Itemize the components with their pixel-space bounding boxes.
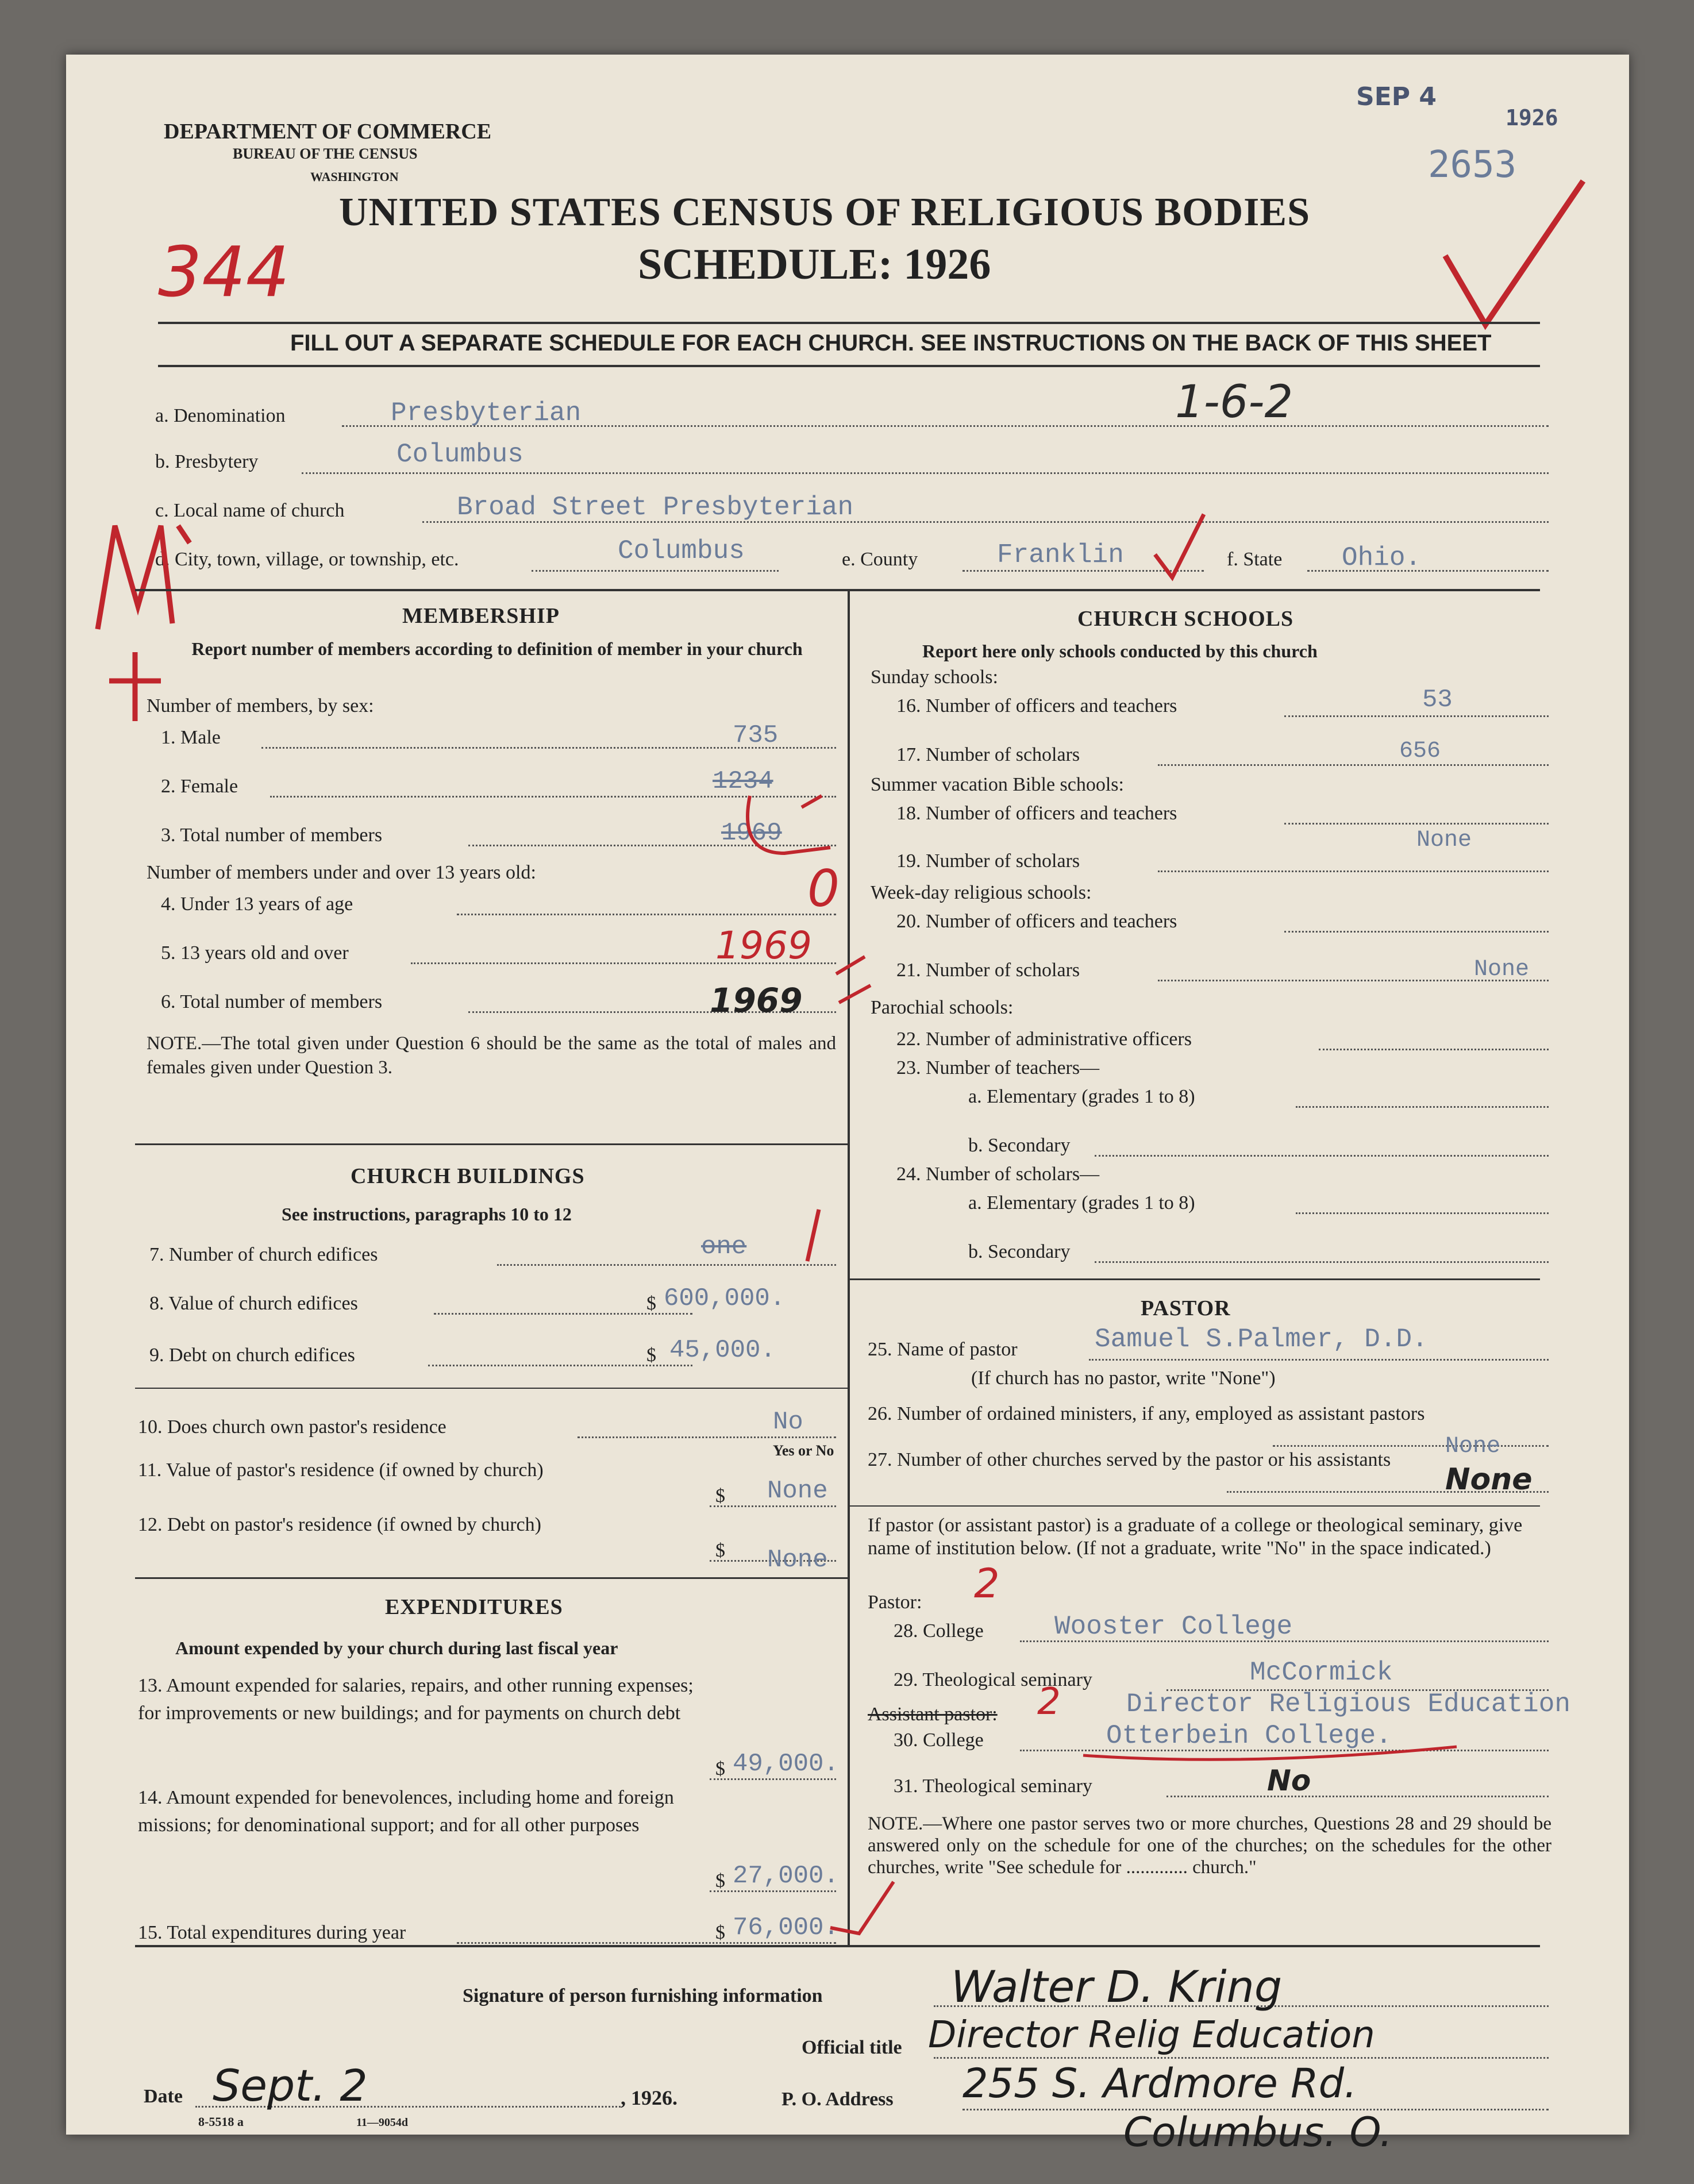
red-checkmark-icon [1434, 170, 1606, 342]
red-mark-2-assistant: 2 [1037, 1681, 1061, 1723]
date-value: Sept. 2 [213, 2060, 368, 2111]
q2-label: 2. Female [161, 776, 238, 797]
q25-value: Samuel S.Palmer, D.D. [1095, 1324, 1428, 1354]
q19-line [1158, 870, 1549, 872]
q13-label: 13. Amount expended for salaries, repairs, and other running expenses; for improvements or new buildings; and for payments on church debt [138, 1675, 694, 1724]
q23b-line [1095, 1155, 1549, 1157]
q2-value: 1234 [713, 767, 773, 796]
q7-value: one [701, 1232, 747, 1261]
q7-label: 7. Number of church edifices [149, 1244, 378, 1265]
q7-line [497, 1264, 836, 1266]
vacation-label: Summer vacation Bible schools: [871, 774, 1124, 795]
q5-label: 5. 13 years old and over [161, 942, 349, 964]
po-address-value: 255 S. Ardmore Rd. [962, 2060, 1357, 2107]
pastor-sublabel: Pastor: [868, 1592, 922, 1613]
q23a-label: a. Elementary (grades 1 to 8) [968, 1086, 1195, 1107]
census-form-sheet [66, 55, 1629, 2156]
q27-value: None [1445, 1462, 1533, 1497]
q12-label: 12. Debt on pastor's residence (if owned by church) [138, 1514, 541, 1535]
q11-label: 11. Value of pastor's residence (if owned by church) [138, 1459, 544, 1481]
county-value: Franklin [997, 540, 1124, 570]
age-label: Number of members under and over 13 years old: [147, 862, 536, 883]
header-rule-top [158, 322, 1540, 324]
q24a-label: a. Elementary (grades 1 to 8) [968, 1192, 1195, 1214]
membership-note: NOTE.—The total given under Question 6 should be the same as the total of males and females given under Question 3. [147, 1033, 836, 1078]
official-title-line [934, 2057, 1549, 2059]
q23b-label: b. Secondary [968, 1135, 1071, 1156]
q5-value: 1969 [715, 923, 812, 968]
date-year: , 1926. [621, 2086, 677, 2109]
q14-line [710, 1890, 836, 1892]
q26-line [1273, 1445, 1549, 1447]
q24b-line [1095, 1261, 1549, 1263]
pastor-heading: PASTOR [1141, 1296, 1231, 1320]
local-name-label: c. Local name of church [155, 500, 345, 521]
graduate-note: If pastor (or assistant pastor) is a graduate of a college or theological seminary, give name of institution below. (If not a graduate, write "No" in the space indicated.) [868, 1515, 1523, 1559]
q6-label: 6. Total number of members [161, 991, 383, 1012]
q3-label: 3. Total number of members [161, 825, 383, 846]
q29-value: McCormick [1250, 1658, 1393, 1688]
q30-value: Otterbein College. [1106, 1721, 1392, 1751]
q14-value: 27,000. [733, 1862, 839, 1890]
q26-value: None [1445, 1434, 1501, 1459]
official-title-value: Director Relig Education [928, 2014, 1375, 2056]
state-value: Ohio. [1342, 543, 1422, 573]
membership-rule [135, 1143, 848, 1145]
q29-label: 29. Theological seminary [894, 1669, 1092, 1690]
bureau-name: BUREAU OF THE CENSUS [233, 145, 418, 162]
buildings-sub: See instructions, paragraphs 10 to 12 [282, 1204, 572, 1224]
q27-label: 27. Number of other churches served by the pastor or his assistants [868, 1449, 1391, 1470]
q14-label: 14. Amount expended for benevolences, including home and foreign missions; for denominational support; and for all other purposes [138, 1787, 674, 1836]
red-mark-q7-icon [790, 1204, 836, 1267]
expenditures-sub: Amount expended by your church during last fiscal year [175, 1638, 618, 1658]
q25-note: (If church has no pastor, write "None") [971, 1368, 1276, 1389]
section-rule [135, 589, 1540, 591]
red-bracket-q3-icon [687, 784, 836, 865]
schedule-number-stamp: 2653 [1428, 144, 1517, 186]
q24a-line [1296, 1212, 1549, 1214]
local-name-value: Broad Street Presbyterian [457, 492, 854, 522]
red-tick-q15-icon [825, 1876, 899, 1945]
buildings-rule [135, 1388, 848, 1389]
membership-intro: Report number of members according to definition of member in your church [191, 638, 803, 659]
q20-line [1284, 931, 1549, 933]
q15-label: 15. Total expenditures during year [138, 1922, 406, 1943]
city-label: d. City, town, village, or township, etc. [155, 549, 459, 570]
q22-label: 22. Number of administrative officers [896, 1029, 1192, 1050]
q3-value: 1969 [721, 819, 782, 848]
denomination-label: a. Denomination [155, 405, 286, 426]
q12-value: None [767, 1546, 828, 1574]
q1-label: 1. Male [161, 727, 221, 748]
bureau-city: WASHINGTON [310, 170, 399, 184]
presbytery-line [302, 472, 1549, 474]
q30-label: 30. College [894, 1730, 984, 1751]
q11-value: None [767, 1477, 828, 1505]
received-stamp-date: SEP 4 [1356, 82, 1437, 111]
q8-label: 8. Value of church edifices [149, 1293, 358, 1314]
header-rule-bottom [158, 365, 1540, 367]
po-address-city: Columbus. O. [1123, 2109, 1392, 2156]
county-label: e. County [842, 549, 918, 570]
department-name: DEPARTMENT OF COMMERCE [164, 120, 492, 144]
received-stamp-year: 1926 [1506, 105, 1558, 130]
q4-label: 4. Under 13 years of age [161, 893, 353, 915]
pastor-rule [848, 1505, 1540, 1507]
q28-label: 28. College [894, 1620, 984, 1642]
by-sex-label: Number of members, by sex: [147, 695, 374, 717]
q9-label: 9. Debt on church edifices [149, 1345, 355, 1366]
q9-value: 45,000. [669, 1336, 776, 1365]
q24b-label: b. Secondary [968, 1241, 1071, 1262]
q1-value: 735 [733, 721, 779, 750]
q6-value: 1969 [710, 981, 803, 1020]
q15-dollar: $ [715, 1922, 725, 1943]
q11-dollar: $ [715, 1485, 725, 1507]
q9-dollar: $ [646, 1345, 656, 1366]
buildings-heading: CHURCH BUILDINGS [351, 1164, 585, 1188]
q11-line [710, 1505, 836, 1507]
q16-label: 16. Number of officers and teachers [896, 695, 1177, 717]
presbytery-label: b. Presbytery [155, 451, 259, 472]
red-underline-q30-icon [1077, 1715, 1468, 1767]
footer-rule [135, 1945, 1540, 1947]
q25-label: 25. Name of pastor [868, 1339, 1018, 1360]
q16-value: 53 [1422, 685, 1453, 714]
q8-value: 600,000. [664, 1284, 786, 1313]
presbytery-value: Columbus [396, 440, 523, 469]
po-address-label: P. O. Address [781, 2089, 894, 2110]
yes-no-caption: Yes or No [773, 1442, 834, 1459]
red-tick-county-icon [1146, 503, 1215, 589]
q21-label: 21. Number of scholars [896, 960, 1080, 981]
q10-value: No [773, 1408, 803, 1436]
sunday-label: Sunday schools: [871, 667, 998, 688]
handwritten-code: 1-6-2 [1175, 376, 1293, 428]
q18-value: None [1416, 827, 1472, 853]
q14-dollar: $ [715, 1870, 725, 1892]
q17-label: 17. Number of scholars [896, 744, 1080, 765]
red-mark-2-pastor: 2 [974, 1560, 1000, 1607]
q17-value: 656 [1399, 738, 1441, 764]
official-title-label: Official title [802, 2037, 902, 2058]
q21-value: None [1474, 957, 1530, 983]
pastor-note: NOTE.—Where one pastor serves two or more churches, Questions 28 and 29 should be answered only on the schedule for one of the churches; on the schedules for the other churches, write "See schedule for ............. church." [868, 1813, 1551, 1878]
q26-label: 26. Number of ordained ministers, if any, employed as assistant pastors [868, 1403, 1425, 1424]
expenditures-heading: EXPENDITURES [385, 1595, 563, 1619]
q18-line [1284, 823, 1549, 825]
q16-line [1284, 715, 1549, 717]
signature-value: Walter D. Kring [951, 1961, 1283, 2012]
schools-sub: Report here only schools conducted by this church [922, 641, 1318, 661]
q18-label: 18. Number of officers and teachers [896, 803, 1177, 824]
denomination-value: Presbyterian [391, 398, 582, 428]
date-label: Date [144, 2086, 183, 2107]
assistant-pastor-label: Assistant pastor: [868, 1704, 998, 1725]
schedule-title: SCHEDULE: 1926 [638, 240, 991, 288]
q12-dollar: $ [715, 1540, 725, 1561]
state-label: f. State [1227, 549, 1283, 570]
print-number: 11—9054d [356, 2116, 409, 2129]
city-line [532, 570, 779, 572]
q23-label: 23. Number of teachers— [896, 1057, 1100, 1078]
buildings-bottom-rule [135, 1577, 848, 1579]
q31-line [1166, 1796, 1549, 1797]
separate-schedule-instruction: FILL OUT A SEPARATE SCHEDULE FOR EACH CHURCH. SEE INSTRUCTIONS ON THE BACK OF THIS SHEET [290, 330, 1492, 356]
q13-value: 49,000. [733, 1750, 839, 1778]
q13-line [710, 1778, 836, 1780]
q4-value: 0 [807, 859, 840, 918]
q15-line [457, 1942, 836, 1944]
q22-line [1319, 1049, 1549, 1050]
q4-line [457, 914, 836, 915]
q25-line [1089, 1359, 1549, 1361]
signature-label: Signature of person furnishing information [463, 1985, 823, 2006]
q13-dollar: $ [715, 1758, 725, 1779]
q23a-line [1296, 1106, 1549, 1108]
schools-heading: CHURCH SCHOOLS [1077, 607, 1294, 631]
parochial-label: Parochial schools: [871, 997, 1014, 1018]
city-value: Columbus [618, 536, 745, 566]
q10-label: 10. Does church own pastor's residence [138, 1416, 446, 1438]
q31-value: No [1267, 1764, 1311, 1797]
q19-label: 19. Number of scholars [896, 850, 1080, 872]
weekday-label: Week-day religious schools: [871, 882, 1092, 903]
q20-label: 20. Number of officers and teachers [896, 911, 1177, 932]
column-divider [848, 589, 850, 1945]
form-number: 8-5518 a [198, 2114, 244, 2129]
q31-label: 31. Theological seminary [894, 1775, 1092, 1797]
q24-label: 24. Number of scholars— [896, 1164, 1100, 1185]
q28-value: Wooster College [1054, 1612, 1293, 1642]
membership-heading: MEMBERSHIP [402, 604, 560, 628]
red-mark-344: 344 [158, 233, 290, 313]
assistant-pastor-value: Director Religious Education [1126, 1689, 1570, 1719]
schools-rule [848, 1278, 1540, 1280]
red-tick-q5-icon [830, 951, 876, 1031]
q8-dollar: $ [646, 1293, 656, 1314]
q17-line [1158, 764, 1549, 766]
q10-line [578, 1436, 836, 1438]
form-title: UNITED STATES CENSUS OF RELIGIOUS BODIES [339, 190, 1311, 234]
q15-value: 76,000. [733, 1913, 839, 1942]
